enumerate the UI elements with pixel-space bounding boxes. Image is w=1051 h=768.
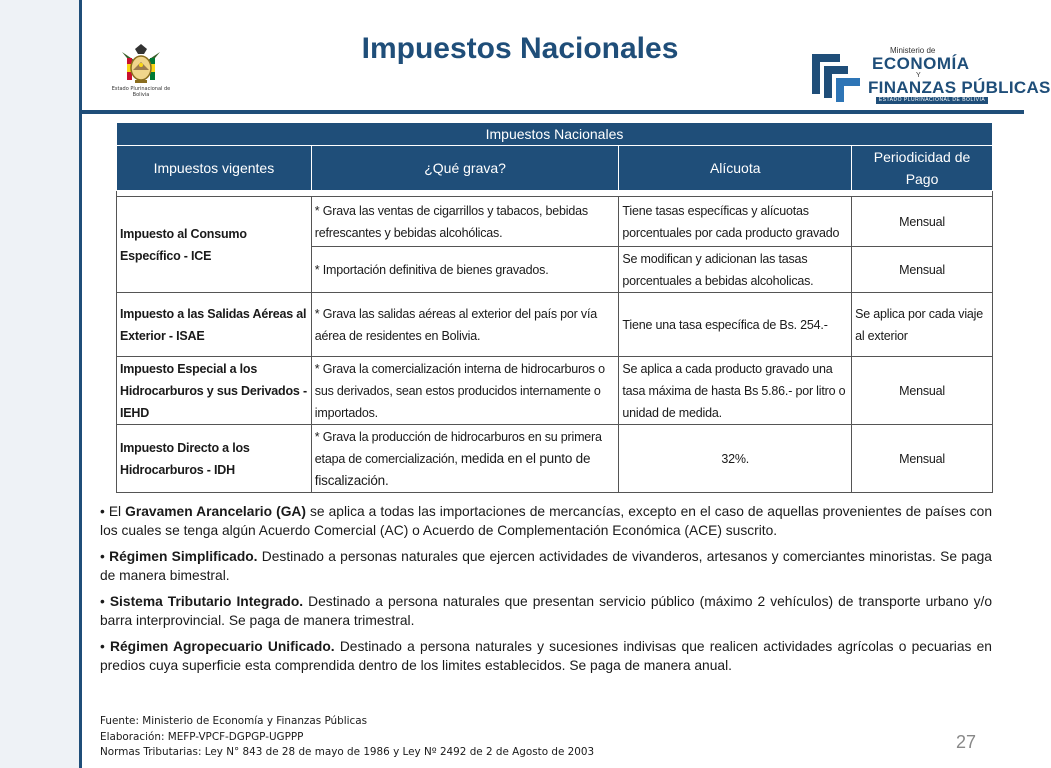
table-row <box>117 425 993 493</box>
row-idh-grava-part2: medida en el punto de fiscalización. <box>314 450 591 488</box>
bullet-agropecuario <box>100 637 992 675</box>
row-ice-name: Impuesto al Consumo Específico - ICE <box>117 197 312 293</box>
header-divider <box>82 110 1024 114</box>
bullet-term: Gravamen Arancelario (GA) <box>125 504 306 519</box>
bullet-simplificado <box>100 547 992 585</box>
bullet-text: Destinado a personas naturales que ejercen actividades de vivanderos, artesanos y comerciantes minoristas. Se paga de manera bimestral. <box>100 549 992 583</box>
header-impuestos-vigentes: Impuestos vigentes <box>117 146 312 191</box>
header-que-grava: ¿Qué grava? <box>311 146 619 191</box>
row-ice-grava-2: * Importación definitiva de bienes gravados. <box>311 247 619 293</box>
row-isae-periodicidad: Se aplica por cada viaje al exterior <box>852 293 993 357</box>
bullet-marker: • <box>100 594 110 609</box>
bullet-marker: • El <box>100 504 126 519</box>
table-row <box>117 197 993 247</box>
page-number: 27 <box>955 732 976 752</box>
row-idh-grava-part1: * Grava la producción de hidrocarburos en su primera etapa de comercialización, <box>314 429 602 466</box>
ministry-prefix: Ministerio de <box>890 46 936 55</box>
row-ice-alicuota-2: Se modifican y adicionan las tasas porcentuales a bebidas alcoholicas. <box>619 247 852 293</box>
row-idh-grava <box>311 425 619 493</box>
bolivia-coat-of-arms-logo <box>108 42 174 104</box>
row-iehd-periodicidad: Mensual <box>852 357 993 425</box>
left-side-stripe <box>0 0 82 768</box>
row-idh-name: Impuesto Directo a los Hidrocarburos - IDH <box>117 425 312 493</box>
table-row <box>117 357 993 425</box>
footer-norms: Normas Tributarias: Ley N° 843 de 28 de mayo de 1986 y Ley Nº 2492 de 2 de Agosto de 2003 <box>100 746 595 758</box>
slide-title: Impuestos Nacionales <box>361 32 679 65</box>
row-isae-alicuota: Tiene una tasa específica de Bs. 254.- <box>619 293 852 357</box>
bullet-gravamen <box>100 502 992 540</box>
row-isae-name: Impuesto a las Salidas Aéreas al Exterior - ISAE <box>117 293 312 357</box>
bullet-text: Destinado a persona naturales y sucesiones indivisas que realicen actividades agrícolas o pecuarias en predios cuya superficie esta comprendida dentro de los limites establecidos. Se paga de manera anual. <box>100 639 992 673</box>
footer-elaboration: Elaboración: MEFP-VPCF-DGPGP-UGPPP <box>100 730 304 743</box>
bullet-marker: • <box>100 639 111 654</box>
row-ice-periodicidad-2: Mensual <box>852 247 993 293</box>
ministry-logo <box>810 42 1051 104</box>
ministry-state-band: ESTADO PLURINACIONAL DE BOLIVIA <box>876 97 988 104</box>
bullet-text: Destinado a persona naturales que presentan servicio público (máximo 2 vehículos) de transporte urbano y/o barra interprovincial. Se paga de manera trimestral. <box>100 594 993 628</box>
row-ice-alicuota-1: Tiene tasas específicas y alícuotas porcentuales por cada producto gravado <box>619 197 852 247</box>
table-row <box>117 293 993 357</box>
row-idh-alicuota: 32%. <box>619 425 852 493</box>
bullet-term: Régimen Agropecuario Unificado. <box>110 639 335 654</box>
header-periodicidad: Periodicidad de Pago <box>852 146 993 191</box>
footer-notes <box>100 714 594 761</box>
ministry-line-economia: ECONOMÍA <box>872 54 970 73</box>
table-caption: Impuestos Nacionales <box>117 123 993 146</box>
row-ice-periodicidad-1: Mensual <box>852 197 993 247</box>
bullet-sistema-integrado <box>100 592 992 630</box>
row-iehd-grava: * Grava la comercialización interna de hidrocarburos o sus derivados, sean estos producidos internamente o importados. <box>311 357 619 425</box>
seal-caption: Estado Plurinacional de Bolivia <box>111 86 171 98</box>
row-iehd-name: Impuesto Especial a los Hidrocarburos y sus Derivados - IEHD <box>117 357 312 425</box>
row-ice-grava-1: * Grava las ventas de cigarrillos y tabacos, bebidas refrescantes y bebidas alcohólicas. <box>311 197 619 247</box>
ministry-conjunction: Y <box>916 72 921 79</box>
bullet-text: se aplica a todas las importaciones de mercancías, excepto en el caso de aquellas provenientes de países con los cuales se tenga algún Acuerdo Comercial (AC) o Acuerdo de Complementación Económica (ACE) suscrito. <box>100 504 992 538</box>
taxes-table <box>116 122 993 493</box>
ministry-mark-icon <box>810 46 862 102</box>
bullet-marker: • <box>100 549 110 564</box>
bullet-term: Sistema Tributario Integrado. <box>109 594 304 609</box>
row-idh-periodicidad: Mensual <box>852 425 993 493</box>
row-iehd-alicuota: Se aplica a cada producto gravado una tasa máxima de hasta Bs 5.86.- por litro o unidad de medida. <box>619 357 852 425</box>
footer-source: Fuente: Ministerio de Economía y Finanzas Públicas <box>100 715 367 727</box>
header-alicuota: Alícuota <box>619 146 852 191</box>
ministry-line-finanzas: FINANZAS PÚBLICAS <box>868 78 1051 97</box>
bullet-list <box>100 502 992 682</box>
row-isae-grava: * Grava las salidas aéreas al exterior del país por vía aérea de residentes en Bolivia. <box>311 293 619 357</box>
bullet-term: Régimen Simplificado. <box>109 549 258 564</box>
